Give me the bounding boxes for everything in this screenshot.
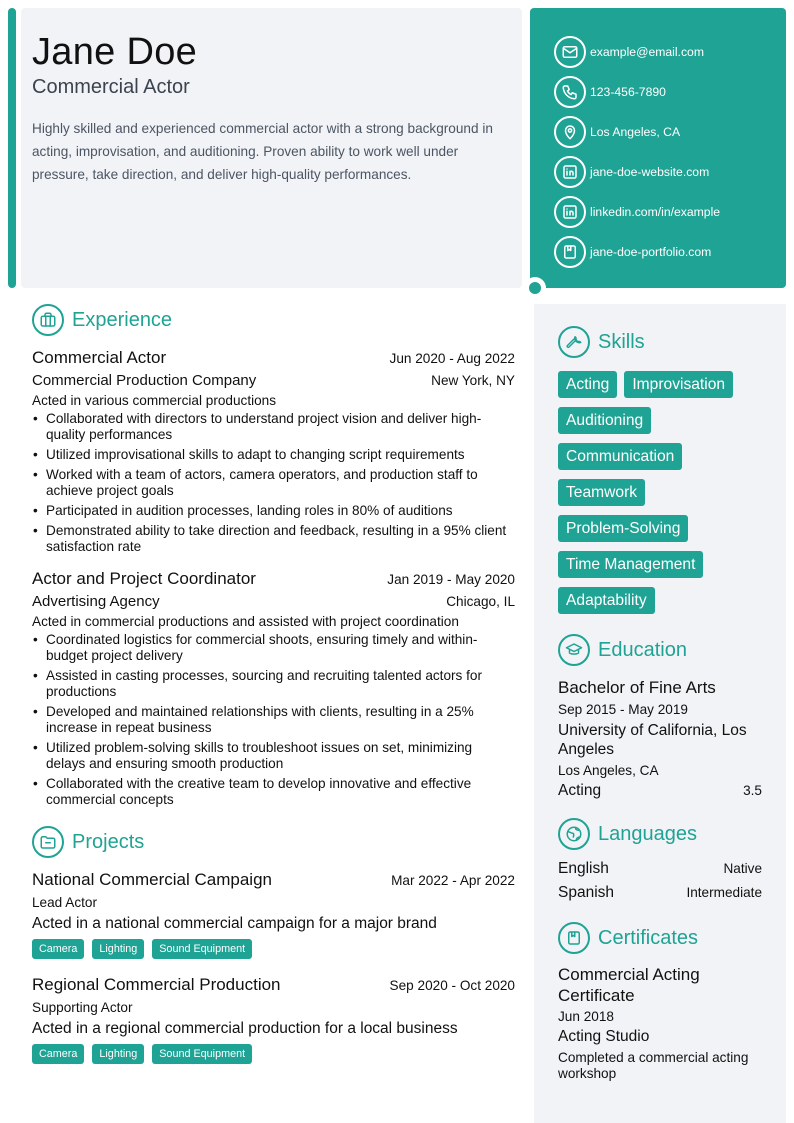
certificates-title: Certificates <box>598 926 699 949</box>
bullet-item: • Utilized improvisational skills to adapt to changing script requirements <box>32 447 510 463</box>
contact-email[interactable] <box>554 32 786 72</box>
contact-portfolio[interactable] <box>554 232 786 272</box>
language-row <box>558 860 762 878</box>
skill-badge: Adaptability <box>558 587 655 614</box>
bullet-item: • Collaborated with the creative team to develop innovative and effective commercial concepts <box>32 776 510 808</box>
entry-location: New York, NY <box>431 373 515 388</box>
tag: Sound Equipment <box>152 939 252 959</box>
linkedin-icon <box>554 156 586 188</box>
education-date: Sep 2015 - May 2019 <box>558 702 688 717</box>
projects-title: Projects <box>72 830 145 853</box>
entry-title: Actor and Project Coordinator <box>32 569 256 588</box>
skill-badge: Problem-Solving <box>558 515 688 542</box>
school: University of California, Los Angeles <box>558 722 747 758</box>
globe-icon <box>558 818 590 850</box>
project-role: Supporting Actor <box>32 1000 133 1015</box>
skill-badge: Communication <box>558 443 682 470</box>
entry-title: Commercial Actor <box>32 348 167 367</box>
bullet-item: • Assisted in casting processes, sourcing and recruiting talented actors for productions <box>32 668 510 700</box>
languages-header <box>558 818 762 850</box>
graduation-cap-icon <box>558 634 590 666</box>
phone-icon <box>554 76 586 108</box>
project-date: Mar 2022 - Apr 2022 <box>391 873 515 888</box>
linkedin-icon <box>554 196 586 228</box>
tag: Lighting <box>92 1044 144 1064</box>
entry-date: Jan 2019 - May 2020 <box>387 572 515 587</box>
tag: Sound Equipment <box>152 1044 252 1064</box>
contact-website[interactable] <box>554 152 786 192</box>
certificate-org: Acting Studio <box>558 1028 650 1045</box>
project-tags <box>32 1044 515 1064</box>
bullet-item: • Developed and maintained relationships with clients, resulting in a 25% increase in repeat business <box>32 704 510 736</box>
project-title: National Commercial Campaign <box>32 870 272 889</box>
education-header <box>558 634 762 666</box>
contact-phone-text: 123-456-7890 <box>590 85 666 99</box>
language-level: Intermediate <box>686 885 762 900</box>
gpa: 3.5 <box>743 783 762 798</box>
briefcase-icon <box>32 304 64 336</box>
contact-panel <box>530 8 786 288</box>
contact-portfolio-text: jane-doe-portfolio.com <box>590 245 712 259</box>
tag: Camera <box>32 1044 84 1064</box>
skill-badge: Improvisation <box>624 371 733 398</box>
summary: Highly skilled and experienced commercial actor with a strong background in acting, improvisation, and auditioning. Proven ability to work well under pressure, take direction, and deliver high-quality performances. <box>32 121 493 182</box>
entry-bullets <box>32 632 515 808</box>
project-tags <box>32 939 515 959</box>
project-entry <box>32 870 515 959</box>
wrench-icon <box>558 326 590 358</box>
mail-icon <box>554 36 586 68</box>
bullet-item: • Demonstrated ability to take direction and feedback, resulting in a 95% client satisfaction rate <box>32 523 510 555</box>
degree: Bachelor of Fine Arts <box>558 678 716 697</box>
experience-title: Experience <box>72 308 173 331</box>
projects-header <box>32 826 515 858</box>
certificate-date: Jun 2018 <box>558 1009 614 1024</box>
entry-description: Acted in various commercial productions <box>32 393 277 408</box>
certificate-icon <box>558 922 590 954</box>
certificate-title: Commercial Acting Certificate <box>558 965 700 1005</box>
location-pin-icon <box>554 116 586 148</box>
contact-phone[interactable] <box>554 72 786 112</box>
education-field-row <box>558 782 762 800</box>
bullet-item: • Utilized problem-solving skills to troubleshoot issues on set, minimizing delays and ensuring smooth production <box>32 740 510 772</box>
entry-company: Commercial Production Company <box>32 372 257 389</box>
resume-header <box>21 8 522 288</box>
skills-title: Skills <box>598 330 645 353</box>
skill-badge: Acting <box>558 371 617 398</box>
experience-header <box>32 304 515 336</box>
experience-entry <box>32 348 515 555</box>
field-of-study: Acting <box>558 782 602 799</box>
candidate-name: Jane Doe <box>32 31 198 73</box>
project-date: Sep 2020 - Oct 2020 <box>389 978 515 993</box>
project-description: Acted in a national commercial campaign for a major brand <box>32 915 437 932</box>
contact-location <box>554 112 786 152</box>
contact-location-text: Los Angeles, CA <box>590 125 681 139</box>
school-location: Los Angeles, CA <box>558 763 659 778</box>
bullet-item: • Collaborated with directors to understand project vision and deliver high-quality performances <box>32 411 510 443</box>
project-title: Regional Commercial Production <box>32 975 281 994</box>
skills-list <box>558 371 766 614</box>
bullet-item: • Participated in audition processes, landing roles in 80% of auditions <box>32 503 510 519</box>
certificate-description: Completed a commercial acting workshop <box>558 1050 749 1081</box>
project-entry <box>32 975 515 1064</box>
project-role: Lead Actor <box>32 895 97 910</box>
contact-linkedin[interactable] <box>554 192 786 232</box>
tag: Lighting <box>92 939 144 959</box>
skill-badge: Teamwork <box>558 479 645 506</box>
entry-bullets <box>32 411 515 555</box>
languages-title: Languages <box>598 822 697 845</box>
entry-company: Advertising Agency <box>32 593 160 610</box>
skill-badge: Time Management <box>558 551 703 578</box>
language-name: Spanish <box>558 884 615 901</box>
language-row <box>558 884 762 902</box>
timeline-dot <box>529 282 541 294</box>
skills-header <box>558 326 762 358</box>
accent-bar <box>8 8 16 288</box>
skill-badge: Auditioning <box>558 407 651 434</box>
entry-date: Jun 2020 - Aug 2022 <box>389 351 515 366</box>
contact-email-text: example@email.com <box>590 45 704 59</box>
sidebar <box>534 304 786 1123</box>
project-description: Acted in a regional commercial production for a local business <box>32 1020 458 1037</box>
bullet-item: • Worked with a team of actors, camera operators, and production staff to achieve project goals <box>32 467 510 499</box>
education-title: Education <box>598 638 687 661</box>
experience-entry <box>32 569 515 808</box>
main-column <box>32 304 515 1064</box>
entry-description: Acted in commercial productions and assisted with project coordination <box>32 614 459 629</box>
portfolio-icon <box>554 236 586 268</box>
certificates-header <box>558 922 762 954</box>
folder-icon <box>32 826 64 858</box>
contact-linkedin-text: linkedin.com/in/example <box>590 205 721 219</box>
job-title: Commercial Actor <box>32 76 190 98</box>
entry-location: Chicago, IL <box>446 594 515 609</box>
language-name: English <box>558 860 609 877</box>
bullet-item: • Coordinated logistics for commercial shoots, ensuring timely and within-budget project delivery <box>32 632 510 664</box>
tag: Camera <box>32 939 84 959</box>
contact-website-text: jane-doe-website.com <box>590 165 710 179</box>
language-level: Native <box>723 861 762 876</box>
